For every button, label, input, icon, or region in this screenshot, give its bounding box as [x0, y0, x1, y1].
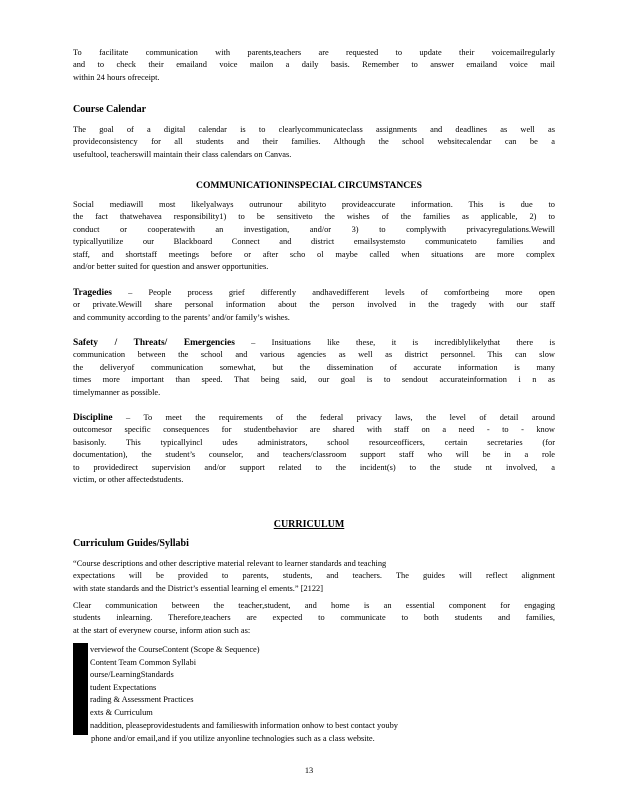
- intro-line: within 24 hours ofreceipt.: [73, 72, 160, 82]
- tragedies-paragraph: [73, 287, 555, 324]
- list-item: rading & Assessment Practices: [90, 695, 194, 705]
- paragraph-line: timelymanner as possible.: [73, 387, 161, 397]
- course-calendar-heading: Course Calendar: [73, 104, 147, 115]
- list-item: tudent Expectations: [90, 682, 157, 692]
- paragraph-line: typicallyutilize our Blackboard Connect and district emailsystemsto communicateto families and: [73, 237, 555, 247]
- paragraph-line: staff, and shortstaff meetings before or after scho ol maybe called when situations are more complex: [73, 249, 555, 259]
- safety-text: – Insituations like these, it is incrediblylikelythat there is: [251, 338, 556, 347]
- paragraph-line: victim, or other affectedstudents.: [73, 475, 184, 485]
- paragraph-line: at the start of everynew course, inform ation such as:: [73, 625, 251, 635]
- list-item: exts & Curriculum: [90, 707, 153, 717]
- paragraph-line: students inlearning. Therefore,teachers are expected to communicate to both students and families,: [73, 613, 555, 623]
- safety-paragraph: [73, 337, 555, 399]
- curriculum-heading: CURRICULUM: [273, 519, 345, 530]
- paragraph-line: “Course descriptions and other descriptive material relevant to learner standards and teaching: [73, 559, 387, 568]
- paragraph-line: conduct or cooperatewith an investigation, and/or 3) to complywith privacyregulations.Wewill: [73, 224, 555, 234]
- list-item: Content Team Common Syllabi: [90, 657, 197, 667]
- paragraph-line: or private.Wewill share personal information about the person involved in the tragedy with our staff: [73, 300, 555, 310]
- special-circumstances-heading: COMMUNICATIONINSPECIAL CIRCUMSTANCES: [196, 180, 422, 191]
- paragraph-line: The goal of a digital calendar is to clearlycommunicateclass assignments and deadlines as well as: [73, 125, 555, 134]
- paragraph-line: [73, 287, 555, 299]
- paragraph-line: basisonly. This typicallyincl udes administrators, school resourceofficers, certain secretaries (for: [73, 437, 555, 447]
- paragraph-line: documentation), the student’s counselor, and teachers/classroom support staff who will be in a role: [73, 450, 555, 460]
- discipline-text: – To meet the requirements of the federal privacy laws, the level of detail around: [126, 413, 555, 422]
- list-item: naddition, pleaseprovidestudents and familieswith information onhow to best contact youby: [90, 720, 398, 730]
- discipline-label: Discipline: [73, 413, 113, 423]
- curriculum-quote: [73, 558, 555, 595]
- paragraph-line: provideconsistency for all students and their families. Although the school websitecalendar can be a: [73, 137, 555, 147]
- intro-line: To facilitate communication with parents,teachers are requested to update their voicemailregularly: [73, 48, 555, 57]
- tragedies-label: Tragedies: [73, 288, 112, 298]
- paragraph-line: Social mediawill most likelyalways outrunour abilityto provideaccurate information. This is due to: [73, 200, 555, 209]
- paragraph-line: [73, 337, 555, 349]
- final-line: phone and/or email,and if you utilize anyonline technologies such as a class website.: [91, 734, 375, 743]
- list-item: ourse/LearningStandards: [90, 670, 174, 680]
- discipline-paragraph: [73, 412, 555, 486]
- curriculum-guides-heading: Curriculum Guides/Syllabi: [73, 538, 189, 549]
- paragraph-line: times more important than speed. That being said, our goal is to sendout accurateinformation i n as: [73, 375, 555, 385]
- page-number: 13: [304, 766, 314, 775]
- course-info-list: [80, 644, 500, 732]
- paragraph-line: communication between the school and various agencies as well as district personnel. This can slow: [73, 350, 555, 360]
- paragraph-line: to providedirect supervision and/or support related to the incident(s) to the stude nt involved, a: [73, 462, 555, 472]
- intro-line: and to check their emailand voice mailon a daily basis. Remember to answer emailand voice mail: [73, 60, 555, 70]
- paragraph-line: Clear communication between the teacher,student, and home is an essential component for engaging: [73, 601, 555, 610]
- paragraph-line: the fact thatwehavea responsibility1) to be sensitiveto the wishes of the families as applicable, 2) to: [73, 212, 555, 222]
- paragraph-line: with state standards and the District’s essential learning el ements.” [2122]: [73, 583, 324, 593]
- paragraph-line: and/or better suited for question and answer opportunities.: [73, 262, 269, 272]
- paragraph-line: and community according to the parents’ and/or family’s wishes.: [73, 312, 290, 322]
- clear-communication-paragraph: [73, 600, 555, 637]
- list-item: verviewof the CourseContent (Scope & Sequence): [90, 645, 260, 654]
- paragraph-line: usefultool, teacherswill maintain their class calendars on Canvas.: [73, 149, 292, 159]
- paragraph-line: the deliveryof communication somewhat, but the dissemination of accurate information is many: [73, 362, 555, 372]
- course-calendar-paragraph: [73, 124, 555, 161]
- tragedies-text: – People process grief differently andhavedifferent levels of comfortbeing more open: [128, 288, 555, 297]
- paragraph-line: outcomesor specific consequences for studentbehavior are shared with staff on a need - to - know: [73, 425, 555, 435]
- special-circumstances-paragraph: [73, 199, 555, 273]
- intro-paragraph: [73, 47, 555, 84]
- safety-label: Safety / Threats/ Emergencies: [73, 338, 235, 348]
- paragraph-line: expectations will be provided to parents, students, and teachers. The guides will reflect alignment: [73, 571, 555, 581]
- paragraph-line: [73, 412, 555, 424]
